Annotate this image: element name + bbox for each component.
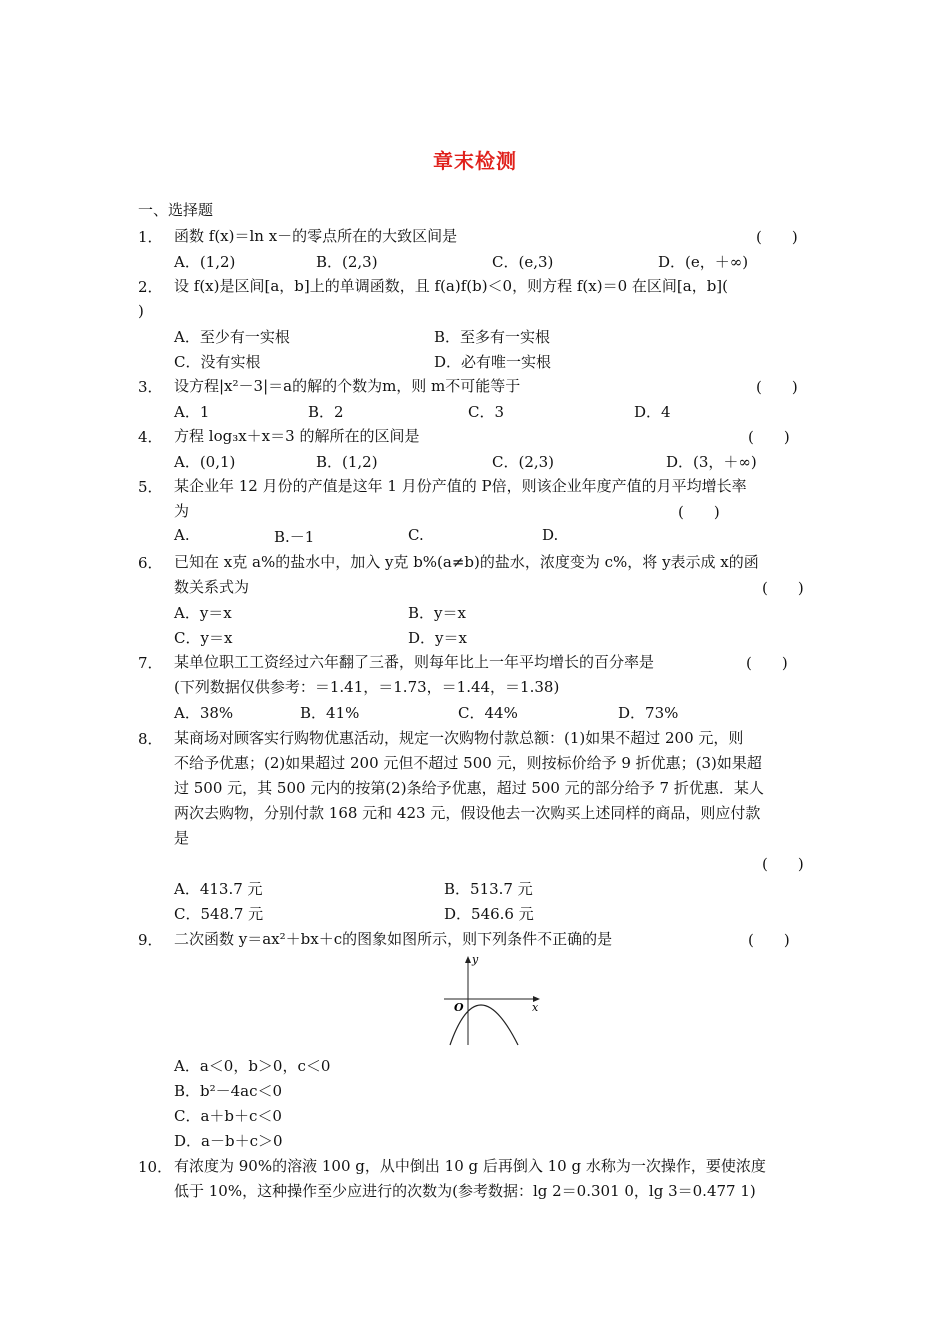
question-text: 某企业年 12 月份的产值是这年 1 月份产值的 P倍，则该企业年度产值的月平均增长率 [174,477,747,495]
option-b: B.－1 [274,528,315,546]
question-number: 5． [138,478,163,496]
answer-blank: ( ) [762,855,804,873]
question-text: 已知在 x克 a%的盐水中，加入 y克 b%(a≠b)的盐水，浓度变为 c%，将 y表示成 x的函 [174,553,759,571]
question-number: 6． [138,554,163,572]
option-c: C．a＋b＋c＜0 [174,1107,282,1125]
option-b: B．至多有一实根 [434,328,551,346]
option-d: D．必有唯一实根 [434,353,552,371]
answer-blank: ( ) [746,654,788,672]
parabola-graph [440,953,544,1049]
question-text-cont: 两次去购物，分别付款 168 元和 423 元，假设他去一次购买上述同样的商品，则应付款 [174,804,761,822]
question-number: 10． [138,1158,173,1176]
option-c: C．548.7 元 [174,905,264,923]
question-text-cont: 是 [174,829,190,847]
option-d: D．4 [634,403,671,421]
option-d: D．(3，＋∞) [666,453,757,471]
option-c: C．44% [458,704,518,722]
option-d: D．a－b＋c＞0 [174,1132,283,1150]
option-a: A．y＝x [174,604,232,622]
question-number: 4． [138,428,163,446]
question-text: 方程 log₃x＋x＝3 的解所在的区间是 [174,427,420,445]
option-b: B．2 [308,403,344,421]
y-axis-label: y [472,953,479,966]
answer-blank: ( ) [756,228,798,246]
question-text-cont: ) [138,302,144,320]
option-a: A．a＜0，b＞0，c＜0 [174,1057,331,1075]
option-c: C．(e,3) [492,253,554,271]
option-b: B．(1,2) [316,453,378,471]
question-text-cont: 为 [174,502,190,520]
question-number: 8． [138,730,163,748]
option-d: D. [542,526,559,544]
option-a: A．至少有一实根 [174,328,290,346]
option-c: C．y＝x [174,629,233,647]
option-c: C．(2,3) [492,453,555,471]
option-c: C．没有实根 [174,353,261,371]
question-text-cont: 数关系式为 [174,578,250,596]
question-number: 9． [138,931,163,949]
option-d: D．73% [618,704,679,722]
question-text-cont: 不给予优惠；(2)如果超过 200 元但不超过 500 元，则按标价给予 9 折优惠；(3)如果超 [174,754,762,772]
answer-blank: ( ) [756,378,798,396]
question-number: 3． [138,378,163,396]
question-text: 有浓度为 90%的溶液 100 g，从中倒出 10 g 后再倒入 10 g 水称为一次操作，要使浓度 [174,1157,766,1175]
option-b: B．513.7 元 [444,880,533,898]
section-heading: 一、选择题 [138,201,214,219]
y-axis-arrow [465,956,471,963]
option-a: A．413.7 元 [174,880,263,898]
question-number: 7． [138,654,163,672]
question-text-cont: (下列数据仅供参考：＝1.41，＝1.73，＝1.44，＝1.38) [174,678,560,696]
option-b: B．41% [300,704,360,722]
x-axis-label: x [532,1001,539,1014]
question-text: 设方程|x²－3|＝a的解的个数为m，则 m不可能等于 [174,377,521,395]
question-number: 1． [138,228,163,246]
answer-blank: ( ) [748,428,790,446]
option-b: B．b²－4ac＜0 [174,1082,283,1100]
question-text: 某单位职工工资经过六年翻了三番，则每年比上一年平均增长的百分率是 [174,653,655,671]
question-text: 函数 f(x)＝ln x－的零点所在的大致区间是 [174,227,458,245]
option-a: A. [174,526,190,544]
option-d: D．546.6 元 [444,905,534,923]
option-a: A．(1,2) [174,253,236,271]
origin-label: O [454,1001,464,1014]
question-number: 2． [138,278,163,296]
option-a: A．(0,1) [174,453,236,471]
option-a: A．38% [174,704,234,722]
question-text: 某商场对顾客实行购物优惠活动，规定一次购物付款总额：(1)如果不超过 200 元，则 [174,729,744,747]
question-text: 设 f(x)是区间[a，b]上的单调函数，且 f(a)f(b)＜0，则方程 f(x)＝0 在区间[a，b]( [174,277,728,295]
question-text: 二次函数 y＝ax²＋bx＋c的图象如图所示，则下列条件不正确的是 [174,930,613,948]
option-d: D．(e，＋∞) [658,253,749,271]
option-a: A．1 [174,403,210,421]
option-b: B．(2,3) [316,253,378,271]
option-b: B．y＝x [408,604,466,622]
question-text-cont: 过 500 元，其 500 元内的按第(2)条给予优惠，超过 500 元的部分给予 7 折优惠．某人 [174,779,764,797]
answer-blank: ( ) [678,503,720,521]
question-text-cont: 低于 10%，这种操作至少应进行的次数为(参考数据：lg 2＝0.301 0，lg 3＝0.477 1) [174,1182,756,1200]
option-c: C. [408,526,424,544]
page-title: 章末检测 [433,149,517,173]
answer-blank: ( ) [762,579,804,597]
answer-blank: ( ) [748,931,790,949]
option-c: C．3 [468,403,505,421]
option-d: D．y＝x [408,629,467,647]
